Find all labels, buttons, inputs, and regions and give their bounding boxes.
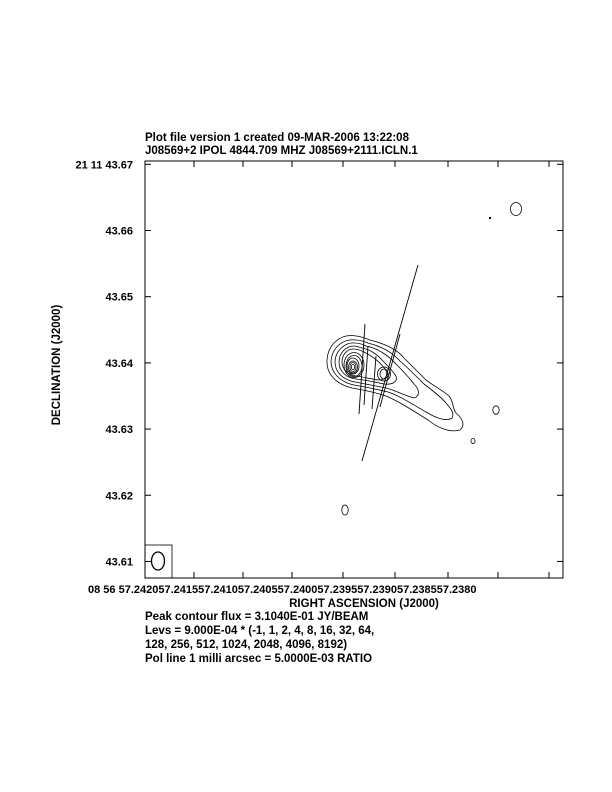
y-axis-ticks <box>75 159 563 568</box>
x-tick-label: 57.2380 <box>436 584 477 596</box>
footer-levels-2: 128, 256, 512, 1024, 2048, 4096, 8192) <box>145 639 348 651</box>
isolated-components <box>342 203 522 516</box>
x-tick-labels <box>88 584 476 596</box>
y-tick-label: 21 11 43.67 <box>75 159 133 172</box>
footer-pol-scale: Pol line 1 milli arcsec = 5.0000E-03 RATIO <box>145 653 373 665</box>
y-tick-label: 43.61 <box>105 556 133 569</box>
contour-11 <box>351 364 354 369</box>
x-tick-label: 57.2385 <box>396 584 437 596</box>
x-axis-ticks <box>88 161 549 596</box>
footer-peak-flux: Peak contour flux = 3.1040E-01 JY/BEAM <box>145 611 369 623</box>
y-tick-label: 43.65 <box>105 291 133 304</box>
y-axis-label: DECLINATION (J2000) <box>51 304 63 426</box>
x-tick-label: 57.2405 <box>237 584 278 596</box>
component-ne <box>511 203 522 216</box>
beam-ellipse <box>152 552 165 570</box>
y-tick-label: 43.66 <box>105 225 133 238</box>
x-tick-label: 57.2415 <box>158 584 199 596</box>
plot-header-line2: J08569+2 IPOL 4844.709 MHZ J08569+2111.ICLN.1 <box>145 145 418 157</box>
component-east <box>493 406 499 414</box>
component-south <box>342 505 348 515</box>
footer-levels-1: Levs = 9.000E-04 * (-1, 1, 2, 4, 8, 16, 32, 64, <box>145 625 375 637</box>
x-tick-label: 57.2400 <box>277 584 318 596</box>
pol-vector <box>362 265 418 461</box>
x-tick-label: 57.2410 <box>198 584 238 596</box>
contour-2 <box>331 340 453 420</box>
y-tick-label: 43.64 <box>105 357 133 370</box>
x-tick-label: 57.2390 <box>357 584 397 596</box>
pol-vector <box>364 346 368 405</box>
x-tick-label: 08 56 57.2420 <box>88 584 159 596</box>
plot-header-line1: Plot file version 1 created 09-MAR-2006 13:22:08 <box>145 132 409 144</box>
x-axis-label: RIGHT ASCENSION (J2000) <box>289 598 439 610</box>
y-tick-label: 43.62 <box>105 490 133 503</box>
component-small <box>471 438 475 443</box>
x-tick-label: 57.2395 <box>317 584 358 596</box>
source-contours <box>327 336 463 431</box>
component-dot <box>489 217 491 219</box>
contour-10 <box>350 363 356 372</box>
y-tick-label: 43.63 <box>105 424 133 437</box>
